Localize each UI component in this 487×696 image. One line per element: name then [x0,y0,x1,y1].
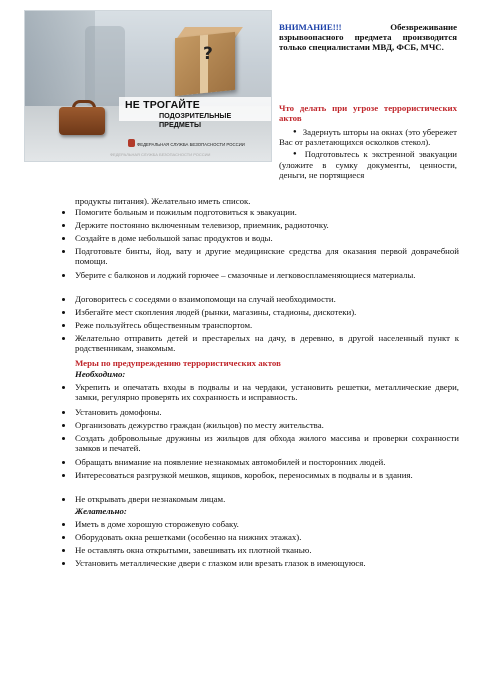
list-item: Уберите с балконов и лоджий горючее – смазочные и легковоспламеняющиеся материалы. [75,270,416,280]
poster-agency: ФЕДЕРАЛЬНАЯ СЛУЖБА БЕЗОПАСНОСТИ РОССИИ [137,142,245,147]
list-item: ● Задернуть шторы на окнах (это убережет Вас от разлетающихся осколков стекол). [279,127,457,148]
prevention-heading: Меры по предупреждению террористических актов [75,358,281,368]
list-item: Укрепить и опечатать входы в подвалы и на чердаки, установить решетки, металлические двери, замки, регулярно проверять их сохранность и исправность. [75,382,459,403]
threat-top-list [279,127,457,182]
poster-agency-reflection: ФЕДЕРАЛЬНАЯ СЛУЖБА БЕЗОПАСНОСТИ РОССИИ [110,152,211,157]
list-item: Не открывать двери незнакомым лицам. [75,494,226,504]
list-item: Установить металлические двери с глазком или врезать глазок в имеющуюся. [75,558,366,568]
fsb-emblem-icon [128,139,135,147]
attention-text: Обезвреживание взрывоопасного предмета производится только специалистами МВД, ФСБ, МЧС. [279,22,457,53]
list-item: Договоритесь с соседями о взаимопомощи на случай необходимости. [75,294,336,304]
list-item: Интересоваться разгрузкой мешков, ящиков, коробок, переносимых в подвалы и в здания. [75,470,413,480]
threat-continuation: продукты питания). Желательно иметь список. [75,196,251,206]
attention-notice [279,22,457,53]
list-item: Не оставлять окна открытыми, завешивать их плотной тканью. [75,545,312,555]
required-label: Необходимо: [75,369,126,379]
question-mark: ? [203,44,213,64]
desirable-label: Желательно: [75,506,127,516]
list-item: Избегайте мест скопления людей (рынки, магазины, стадионы, дискотеки). [75,307,357,317]
list-item: Создать добровольные дружины из жильцов для обхода жилого массива и проверки сохранности замков и печатей. [75,433,459,454]
poster-banner-main: НЕ ТРОГАЙТЕ [125,99,200,111]
list-item: Оборудовать окна решетками (особенно на нижних этажах). [75,532,302,542]
list-item: ● Подготовьтесь к экстренной эвакуации (уложите в сумку документы, ценности, деньги, не портящиеся [279,149,458,180]
list-item: Организовать дежурство граждан (жильцов) по месту жительства. [75,420,324,430]
threat-section-heading: Что делать при угрозе террористических актов [279,103,457,124]
list-item: Реже пользуйтесь общественным транспортом. [75,320,253,330]
attention-label: ВНИМАНИЕ!!! [279,22,342,32]
list-item: Создайте в доме небольшой запас продуктов и воды. [75,233,273,243]
poster-background-figure [85,26,125,106]
list-item: Подготовьте бинты, йод, вату и другие медицинские средства для оказания первой доврачебной помощи. [75,246,459,267]
list-item: Помогите больным и пожилым подготовиться к эвакуации. [75,207,297,217]
suitcase-icon [59,107,105,135]
list-item: Желательно отправить детей и престарелых на дачу, в деревню, в другой населенный пункт к родственникам, знакомым. [75,333,459,354]
list-item: Держите постоянно включенным телевизор, приемник, радиоточку. [75,220,329,230]
list-item: Обращать внимание на появление незнакомых автомобилей и посторонних людей. [75,457,386,467]
warning-poster-image [24,10,272,162]
list-item: Иметь в доме хорошую сторожевую собаку. [75,519,239,529]
list-item: Установить домофоны. [75,407,162,417]
poster-banner-sub: ПОДОЗРИТЕЛЬНЫЕ ПРЕДМЕТЫ [159,111,232,129]
